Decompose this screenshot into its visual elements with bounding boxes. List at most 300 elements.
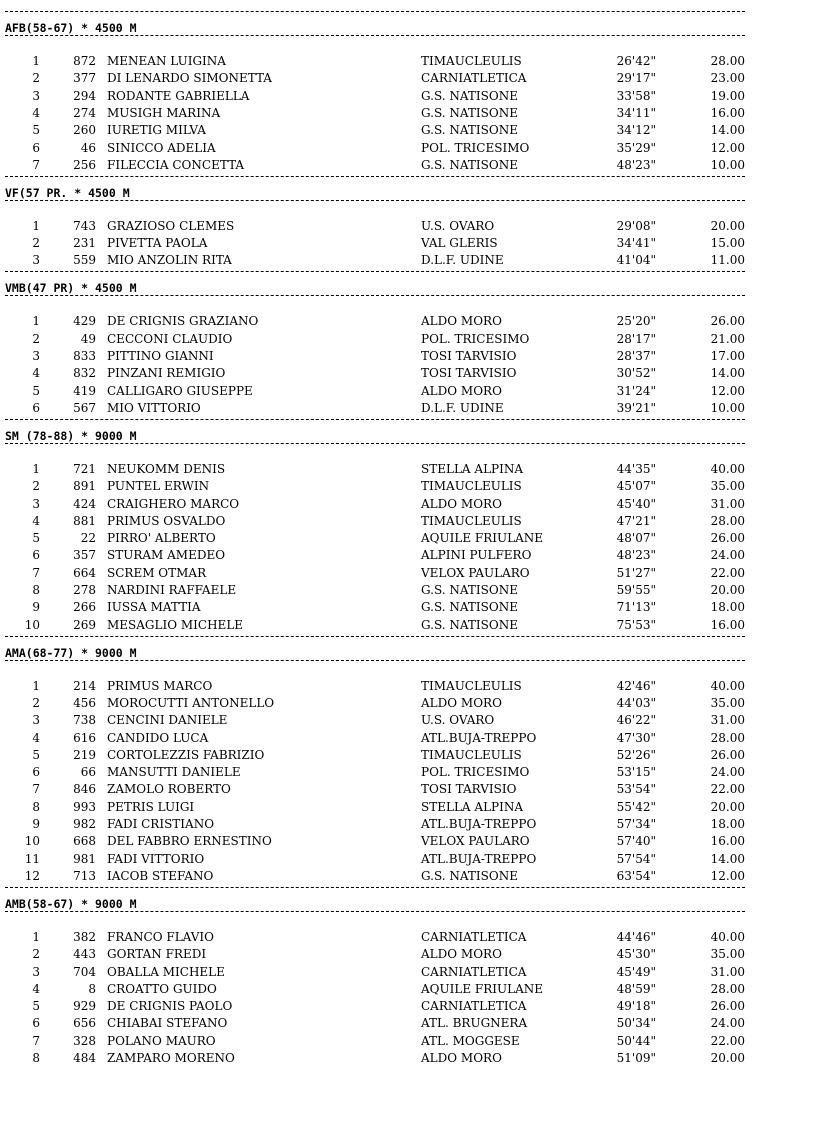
bib-number: 743 xyxy=(73,218,96,233)
points: 26.00 xyxy=(710,747,745,762)
club-name: G.S. NATISONE xyxy=(421,600,518,615)
rank: 6 xyxy=(32,548,40,563)
bib-number: 382 xyxy=(73,929,96,944)
bib-number: 443 xyxy=(73,947,96,962)
points: 14.00 xyxy=(710,366,745,381)
bib-number: 668 xyxy=(73,834,96,849)
result-row xyxy=(0,712,826,729)
points: 35.00 xyxy=(710,695,745,710)
result-row xyxy=(0,998,826,1015)
rank: 9 xyxy=(32,817,40,831)
result-row xyxy=(0,730,826,747)
athlete-name: CORTOLEZZIS FABRIZIO xyxy=(107,747,265,762)
athlete-name: FILECCIA CONCETTA xyxy=(107,157,245,172)
rank: 1 xyxy=(32,461,40,476)
points: 23.00 xyxy=(710,71,745,86)
athlete-name: MUSIGH MARINA xyxy=(107,105,221,120)
section-title: AMA(68-77) * 9000 M xyxy=(5,645,137,660)
finish-time: 57'34" xyxy=(616,817,656,831)
bib-number: 704 xyxy=(73,964,96,979)
athlete-name: STURAM AMEDEO xyxy=(107,548,226,563)
points: 28.00 xyxy=(710,730,745,745)
athlete-name: OBALLA MICHELE xyxy=(107,964,225,979)
athlete-name: DE CRIGNIS GRAZIANO xyxy=(107,314,259,329)
points: 16.00 xyxy=(710,834,745,849)
rank: 6 xyxy=(32,765,40,780)
finish-time: 29'08" xyxy=(616,218,656,233)
result-row xyxy=(0,348,826,365)
result-row xyxy=(0,140,826,157)
club-name: ALPINI PULFERO xyxy=(421,548,532,563)
athlete-name: IUSSA MATTIA xyxy=(107,600,201,615)
header-separator xyxy=(5,35,745,36)
rank: 7 xyxy=(32,565,40,580)
bib-number: 269 xyxy=(73,617,96,632)
rank: 3 xyxy=(32,349,40,363)
bib-number: 429 xyxy=(73,314,96,329)
result-row xyxy=(0,252,826,269)
points: 20.00 xyxy=(710,583,745,597)
points: 40.00 xyxy=(710,678,745,693)
athlete-name: RODANTE GABRIELLA xyxy=(107,88,250,103)
club-name: G.S. NATISONE xyxy=(421,157,518,172)
finish-time: 50'44" xyxy=(616,1033,656,1048)
athlete-name: MESAGLIO MICHELE xyxy=(107,617,244,632)
bib-number: 559 xyxy=(73,253,96,268)
result-row xyxy=(0,565,826,582)
athlete-name: DE CRIGNIS PAOLO xyxy=(107,999,233,1014)
result-row xyxy=(0,70,826,87)
header-separator xyxy=(5,295,745,296)
finish-time: 59'55" xyxy=(616,583,656,597)
header-separator xyxy=(5,660,745,661)
finish-time: 48'07" xyxy=(616,531,656,546)
section-separator xyxy=(5,176,745,177)
finish-time: 47'30" xyxy=(616,730,656,745)
result-row xyxy=(0,1015,826,1032)
athlete-name: CRAIGHERO MARCO xyxy=(107,496,240,511)
points: 26.00 xyxy=(710,531,745,546)
club-name: AQUILE FRIULANE xyxy=(421,981,544,996)
finish-time: 52'26" xyxy=(616,747,656,762)
bib-number: 567 xyxy=(73,400,96,415)
points: 40.00 xyxy=(710,929,745,944)
result-row xyxy=(0,964,826,981)
rank: 7 xyxy=(32,1033,40,1048)
points: 28.00 xyxy=(710,981,745,996)
club-name: STELLA ALPINA xyxy=(421,799,524,814)
bib-number: 266 xyxy=(73,600,96,615)
bib-number: 294 xyxy=(73,88,96,103)
finish-time: 48'23" xyxy=(616,157,656,172)
finish-time: 34'11" xyxy=(616,105,656,120)
club-name: ALDO MORO xyxy=(421,695,502,710)
result-row xyxy=(0,122,826,139)
finish-time: 44'46" xyxy=(616,929,656,944)
finish-time: 29'17" xyxy=(616,71,656,86)
points: 26.00 xyxy=(710,314,745,329)
athlete-name: GORTAN FREDI xyxy=(107,947,207,962)
club-name: TOSI TARVISIO xyxy=(421,366,517,381)
rank: 2 xyxy=(32,479,40,494)
club-name: AQUILE FRIULANE xyxy=(421,531,544,546)
points: 24.00 xyxy=(710,765,745,780)
athlete-name: MANSUTTI DANIELE xyxy=(107,765,241,780)
result-row xyxy=(0,1033,826,1050)
club-name: POL. TRICESIMO xyxy=(421,140,530,155)
result-row xyxy=(0,547,826,564)
rank: 3 xyxy=(32,964,40,979)
club-name: U.S. OVARO xyxy=(421,713,495,728)
club-name: D.L.F. UDINE xyxy=(421,253,504,268)
rank: 3 xyxy=(32,88,40,103)
points: 28.00 xyxy=(710,54,745,68)
club-name: TIMAUCLEULIS xyxy=(421,479,522,494)
bib-number: 219 xyxy=(73,747,96,762)
points: 20.00 xyxy=(710,218,745,233)
points: 31.00 xyxy=(710,713,745,728)
athlete-name: ZAMOLO ROBERTO xyxy=(107,782,231,797)
club-name: G.S. NATISONE xyxy=(421,123,518,138)
bib-number: 49 xyxy=(80,331,96,346)
rank: 11 xyxy=(24,851,40,866)
club-name: TIMAUCLEULIS xyxy=(421,747,522,762)
bib-number: 738 xyxy=(73,713,96,728)
bib-number: 278 xyxy=(73,583,96,597)
athlete-name: MIO ANZOLIN RITA xyxy=(107,253,232,268)
athlete-name: CALLIGARO GIUSEPPE xyxy=(107,383,253,398)
rank: 1 xyxy=(32,54,40,68)
bib-number: 260 xyxy=(73,123,96,138)
finish-time: 28'17" xyxy=(616,331,656,346)
result-row xyxy=(0,747,826,764)
result-row xyxy=(0,53,826,70)
finish-time: 75'53" xyxy=(616,617,656,632)
points: 31.00 xyxy=(710,964,745,979)
points: 31.00 xyxy=(710,496,745,511)
result-row xyxy=(0,816,826,833)
rank: 9 xyxy=(32,600,40,615)
club-name: VELOX PAULARO xyxy=(421,565,530,580)
points: 22.00 xyxy=(710,565,745,580)
rank: 10 xyxy=(24,617,40,632)
athlete-name: DI LENARDO SIMONETTA xyxy=(107,71,272,86)
club-name: VAL GLERIS xyxy=(421,236,498,251)
athlete-name: SCREM OTMAR xyxy=(107,565,207,580)
points: 18.00 xyxy=(710,817,745,831)
club-name: D.L.F. UDINE xyxy=(421,400,504,415)
result-row xyxy=(0,981,826,998)
rank: 8 xyxy=(32,1051,40,1065)
club-name: TOSI TARVISIO xyxy=(421,349,517,363)
bib-number: 664 xyxy=(73,565,96,580)
club-name: U.S. OVARO xyxy=(421,218,495,233)
section-separator xyxy=(5,11,745,12)
rank: 2 xyxy=(32,236,40,251)
rank: 7 xyxy=(32,782,40,797)
points: 35.00 xyxy=(710,479,745,494)
bib-number: 891 xyxy=(73,479,96,494)
club-name: ATL. MOGGESE xyxy=(421,1033,520,1048)
athlete-name: NEUKOMM DENIS xyxy=(107,461,226,476)
athlete-name: FRANCO FLAVIO xyxy=(107,929,214,944)
points: 12.00 xyxy=(710,140,745,155)
bib-number: 982 xyxy=(73,817,96,831)
bib-number: 328 xyxy=(73,1033,96,1048)
rank: 1 xyxy=(32,678,40,693)
club-name: ALDO MORO xyxy=(421,1051,502,1065)
rank: 5 xyxy=(32,999,40,1014)
athlete-name: CENCINI DANIELE xyxy=(107,713,228,728)
rank: 3 xyxy=(32,713,40,728)
bib-number: 66 xyxy=(80,765,96,780)
header-separator xyxy=(5,200,745,201)
points: 22.00 xyxy=(710,1033,745,1048)
result-row xyxy=(0,383,826,400)
finish-time: 34'41" xyxy=(616,236,656,251)
points: 35.00 xyxy=(710,947,745,962)
finish-time: 53'54" xyxy=(616,782,656,797)
section-title: AFB(58-67) * 4500 M xyxy=(5,21,137,35)
finish-time: 39'21" xyxy=(616,400,656,415)
bib-number: 357 xyxy=(73,548,96,563)
club-name: CARNIATLETICA xyxy=(421,71,527,86)
result-row xyxy=(0,88,826,105)
club-name: STELLA ALPINA xyxy=(421,461,524,476)
athlete-name: FADI CRISTIANO xyxy=(107,817,215,831)
club-name: TOSI TARVISIO xyxy=(421,782,517,797)
club-name: ATL.BUJA-TREPPO xyxy=(421,730,537,745)
club-name: ALDO MORO xyxy=(421,496,502,511)
points: 20.00 xyxy=(710,1051,745,1065)
athlete-name: MIO VITTORIO xyxy=(107,400,201,415)
club-name: TIMAUCLEULIS xyxy=(421,54,522,68)
rank: 6 xyxy=(32,140,40,155)
points: 15.00 xyxy=(710,236,745,251)
result-row xyxy=(0,868,826,885)
points: 21.00 xyxy=(710,331,745,346)
rank: 8 xyxy=(32,583,40,597)
club-name: POL. TRICESIMO xyxy=(421,765,530,780)
club-name: ATL.BUJA-TREPPO xyxy=(421,851,537,866)
finish-time: 31'24" xyxy=(616,383,656,398)
bib-number: 484 xyxy=(73,1051,96,1065)
rank: 5 xyxy=(32,123,40,138)
result-row xyxy=(0,1050,826,1067)
bib-number: 656 xyxy=(73,1016,96,1031)
finish-time: 41'04" xyxy=(616,253,656,268)
bib-number: 419 xyxy=(73,383,96,398)
rank: 12 xyxy=(24,868,40,883)
result-row xyxy=(0,582,826,599)
points: 18.00 xyxy=(710,600,745,615)
points: 20.00 xyxy=(710,799,745,814)
points: 22.00 xyxy=(710,782,745,797)
finish-time: 51'09" xyxy=(616,1051,656,1065)
result-row xyxy=(0,496,826,513)
rank: 5 xyxy=(32,383,40,398)
result-row xyxy=(0,764,826,781)
bib-number: 981 xyxy=(73,851,96,866)
rank: 4 xyxy=(32,981,40,996)
finish-time: 50'34" xyxy=(616,1016,656,1031)
result-row xyxy=(0,781,826,798)
rank: 5 xyxy=(32,747,40,762)
finish-time: 46'22" xyxy=(616,713,656,728)
rank: 8 xyxy=(32,799,40,814)
result-row xyxy=(0,365,826,382)
points: 11.00 xyxy=(710,253,745,268)
result-row xyxy=(0,799,826,816)
rank: 1 xyxy=(32,929,40,944)
finish-time: 45'30" xyxy=(616,947,656,962)
athlete-name: PINZANI REMIGIO xyxy=(107,366,226,381)
points: 10.00 xyxy=(710,400,745,415)
bib-number: 8 xyxy=(88,981,96,996)
result-row xyxy=(0,599,826,616)
result-row xyxy=(0,461,826,478)
bib-number: 713 xyxy=(73,868,96,883)
athlete-name: CANDIDO LUCA xyxy=(107,730,209,745)
rank: 10 xyxy=(24,834,40,849)
club-name: ALDO MORO xyxy=(421,383,502,398)
finish-time: 28'37" xyxy=(616,349,656,363)
athlete-name: DEL FABBRO ERNESTINO xyxy=(107,834,272,849)
bib-number: 231 xyxy=(73,236,96,251)
result-row xyxy=(0,400,826,417)
athlete-name: IACOB STEFANO xyxy=(107,868,214,883)
athlete-name: PRIMUS MARCO xyxy=(107,678,213,693)
section-title: VMB(47 PR) * 4500 M xyxy=(5,281,137,296)
section-separator xyxy=(5,636,745,637)
finish-time: 49'18" xyxy=(616,999,656,1014)
club-name: ATL.BUJA-TREPPO xyxy=(421,817,537,831)
athlete-name: NARDINI RAFFAELE xyxy=(107,583,237,597)
points: 17.00 xyxy=(710,349,745,363)
club-name: VELOX PAULARO xyxy=(421,834,530,849)
points: 14.00 xyxy=(710,851,745,866)
result-row xyxy=(0,313,826,330)
club-name: CARNIATLETICA xyxy=(421,929,527,944)
finish-time: 26'42" xyxy=(616,54,656,68)
result-row xyxy=(0,513,826,530)
athlete-name: CHIABAI STEFANO xyxy=(107,1016,228,1031)
result-row xyxy=(0,851,826,868)
finish-time: 44'35" xyxy=(616,461,656,476)
result-row xyxy=(0,946,826,963)
club-name: POL. TRICESIMO xyxy=(421,331,530,346)
club-name: G.S. NATISONE xyxy=(421,583,518,597)
athlete-name: MENEAN LUIGINA xyxy=(107,54,226,68)
result-row xyxy=(0,157,826,174)
rank: 5 xyxy=(32,531,40,546)
finish-time: 53'15" xyxy=(616,765,656,780)
bib-number: 22 xyxy=(80,531,96,546)
athlete-name: CROATTO GUIDO xyxy=(107,981,217,996)
athlete-name: CECCONI CLAUDIO xyxy=(107,331,233,346)
finish-time: 34'12" xyxy=(616,123,656,138)
section-separator xyxy=(5,271,745,272)
rank: 2 xyxy=(32,71,40,86)
athlete-name: SINICCO ADELIA xyxy=(107,140,216,155)
rank: 2 xyxy=(32,331,40,346)
bib-number: 846 xyxy=(73,782,96,797)
result-row xyxy=(0,833,826,850)
finish-time: 45'07" xyxy=(616,479,656,494)
section-separator xyxy=(5,419,745,420)
rank: 6 xyxy=(32,400,40,415)
points: 24.00 xyxy=(710,548,745,563)
bib-number: 616 xyxy=(73,730,96,745)
result-row xyxy=(0,617,826,634)
athlete-name: POLANO MAURO xyxy=(107,1033,216,1048)
rank: 1 xyxy=(32,314,40,329)
rank: 3 xyxy=(32,496,40,511)
section-separator xyxy=(5,887,745,888)
athlete-name: PUNTEL ERWIN xyxy=(107,479,210,494)
bib-number: 832 xyxy=(73,366,96,381)
result-row xyxy=(0,530,826,547)
athlete-name: GRAZIOSO CLEMES xyxy=(107,218,235,233)
bib-number: 274 xyxy=(73,105,96,120)
rank: 4 xyxy=(32,366,40,381)
bib-number: 214 xyxy=(73,678,96,693)
athlete-name: FADI VITTORIO xyxy=(107,851,205,866)
result-row xyxy=(0,235,826,252)
club-name: G.S. NATISONE xyxy=(421,88,518,103)
finish-time: 71'13" xyxy=(616,600,656,615)
points: 40.00 xyxy=(710,461,745,476)
club-name: TIMAUCLEULIS xyxy=(421,678,522,693)
finish-time: 48'23" xyxy=(616,548,656,563)
finish-time: 55'42" xyxy=(616,799,656,814)
result-row xyxy=(0,478,826,495)
result-row xyxy=(0,695,826,712)
bib-number: 256 xyxy=(73,157,96,172)
rank: 4 xyxy=(32,513,40,528)
club-name: CARNIATLETICA xyxy=(421,999,527,1014)
section-title: AMB(58-67) * 9000 M xyxy=(5,896,137,911)
section-title: SM (78-88) * 9000 M xyxy=(5,428,137,443)
header-separator xyxy=(5,911,745,912)
bib-number: 46 xyxy=(80,140,96,155)
rank: 7 xyxy=(32,157,40,172)
finish-time: 33'58" xyxy=(616,88,656,103)
bib-number: 833 xyxy=(73,349,96,363)
finish-time: 48'59" xyxy=(616,981,656,996)
finish-time: 45'49" xyxy=(616,964,656,979)
athlete-name: PRIMUS OSVALDO xyxy=(107,513,226,528)
result-row xyxy=(0,105,826,122)
bib-number: 929 xyxy=(73,999,96,1014)
rank: 2 xyxy=(32,947,40,962)
athlete-name: IURETIG MILVA xyxy=(107,123,206,138)
rank: 6 xyxy=(32,1016,40,1031)
bib-number: 456 xyxy=(73,695,96,710)
bib-number: 993 xyxy=(73,799,96,814)
points: 14.00 xyxy=(710,123,745,138)
points: 10.00 xyxy=(710,157,745,172)
finish-time: 45'40" xyxy=(616,496,656,511)
athlete-name: PETRIS LUIGI xyxy=(107,799,195,814)
rank: 1 xyxy=(32,218,40,233)
bib-number: 721 xyxy=(73,461,96,476)
bib-number: 872 xyxy=(73,54,96,68)
finish-time: 51'27" xyxy=(616,565,656,580)
points: 16.00 xyxy=(710,105,745,120)
points: 24.00 xyxy=(710,1016,745,1031)
athlete-name: PITTINO GIANNI xyxy=(107,349,214,363)
